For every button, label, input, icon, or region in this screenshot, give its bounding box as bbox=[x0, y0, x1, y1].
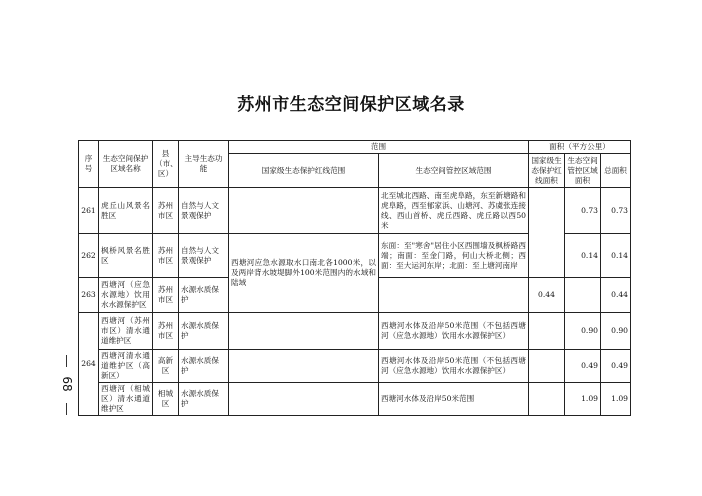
cell-county: 相城区 bbox=[153, 383, 179, 416]
cell-control-area: 0.90 bbox=[565, 313, 601, 350]
cell-red-line-scope: 西塘河应急水源取水口南北各1000米，以及两岸背水坡堤脚外100米范围内的水域和陆域 bbox=[229, 234, 379, 313]
cell-name: 枫桥风景名胜区 bbox=[99, 234, 153, 278]
cell-red-line-scope bbox=[229, 383, 379, 416]
header-red-line-area: 国家级生态保护红线面积 bbox=[529, 154, 565, 188]
cell-county: 高新区 bbox=[153, 350, 179, 383]
cell-control-area: 0.14 bbox=[565, 234, 601, 278]
cell-total-area: 0.14 bbox=[601, 234, 631, 278]
header-county: 县（市、区） bbox=[153, 141, 179, 188]
cell-red-line-scope bbox=[229, 313, 379, 350]
cell-total-area: 1.09 bbox=[601, 383, 631, 416]
cell-function: 水源水质保护 bbox=[179, 350, 229, 383]
cell-function: 自然与人文景观保护 bbox=[179, 234, 229, 278]
page-dash-bottom bbox=[66, 403, 67, 415]
cell-name: 西塘河（应急水源地）饮用水水源保护区 bbox=[99, 278, 153, 313]
cell-red-line-area bbox=[529, 313, 565, 350]
cell-function: 水源水质保护 bbox=[179, 278, 229, 313]
header-red-line-scope: 国家级生态保护红线范围 bbox=[229, 154, 379, 188]
cell-total-area: 0.49 bbox=[601, 350, 631, 383]
cell-function: 自然与人文景观保护 bbox=[179, 188, 229, 234]
cell-control-area: 0.49 bbox=[565, 350, 601, 383]
page-number: 68 bbox=[60, 376, 74, 392]
cell-name: 西塘河（苏州市区）清水通道维护区 bbox=[99, 313, 153, 350]
header-area: 面积（平方公里） bbox=[529, 141, 631, 154]
table-row bbox=[79, 383, 631, 416]
cell-red-line-area: 0.44 bbox=[529, 278, 565, 313]
cell-seq: 264 bbox=[79, 313, 99, 416]
cell-name: 西塘河清水通道维护区（高新区） bbox=[99, 350, 153, 383]
cell-control-scope: 西塘河水体及沿岸50米范围 bbox=[379, 383, 529, 416]
cell-seq: 262 bbox=[79, 234, 99, 278]
cell-control-scope: 东面：至"寒舍"居住小区西围墙及枫桥路西端；南面：至金门路，何山大桥北侧；西面：至大运河东岸；北面：至上塘河南岸 bbox=[379, 234, 529, 278]
table-row bbox=[79, 188, 631, 234]
protection-area-table bbox=[78, 140, 631, 416]
cell-total-area: 0.90 bbox=[601, 313, 631, 350]
cell-county: 苏州市区 bbox=[153, 234, 179, 278]
cell-control-area: 0.73 bbox=[565, 188, 601, 234]
cell-control-area bbox=[565, 278, 601, 313]
page-dash-top bbox=[66, 355, 67, 367]
cell-red-line-area bbox=[529, 188, 565, 278]
cell-control-scope bbox=[379, 278, 529, 313]
cell-seq: 261 bbox=[79, 188, 99, 234]
table-row bbox=[79, 350, 631, 383]
cell-control-scope: 西塘河水体及沿岸50米范围（不包括西塘河（应急水源地）饮用水水源保护区） bbox=[379, 350, 529, 383]
cell-county: 苏州市区 bbox=[153, 188, 179, 234]
header-control-area: 生态空间管控区域面积 bbox=[565, 154, 601, 188]
cell-red-line-area bbox=[529, 350, 565, 383]
table-row bbox=[79, 313, 631, 350]
header-name: 生态空间保护区域名称 bbox=[99, 141, 153, 188]
cell-name: 西塘河（相城区）清水通道维护区 bbox=[99, 383, 153, 416]
cell-seq: 263 bbox=[79, 278, 99, 313]
page-title: 苏州市生态空间保护区域名录 bbox=[237, 95, 465, 115]
cell-red-line-scope bbox=[229, 350, 379, 383]
cell-control-scope: 西塘河水体及沿岸50米范围（不包括西塘河（应急水源地）饮用水水源保护区） bbox=[379, 313, 529, 350]
cell-total-area: 0.73 bbox=[601, 188, 631, 234]
cell-red-line-area bbox=[529, 383, 565, 416]
cell-total-area: 0.44 bbox=[601, 278, 631, 313]
header-control-scope: 生态空间管控区域范围 bbox=[379, 154, 529, 188]
header-seq: 序号 bbox=[79, 141, 99, 188]
cell-control-scope: 北至城北西路、南至虎阜路，东至新塘路和虎阜路，西至郁家浜、山塘河、苏虞张连接线、西山首桥、虎丘西路、虎丘路以西50米 bbox=[379, 188, 529, 234]
cell-county: 苏州市区 bbox=[153, 278, 179, 313]
cell-name: 虎丘山风景名胜区 bbox=[99, 188, 153, 234]
cell-control-area: 1.09 bbox=[565, 383, 601, 416]
cell-function: 水源水质保护 bbox=[179, 383, 229, 416]
header-total-area: 总面积 bbox=[601, 154, 631, 188]
cell-county: 苏州市区 bbox=[153, 313, 179, 350]
header-function: 主导生态功能 bbox=[179, 141, 229, 188]
header-scope: 范围 bbox=[229, 141, 529, 154]
cell-function: 水源水质保护 bbox=[179, 313, 229, 350]
cell-red-line-scope bbox=[229, 188, 379, 234]
